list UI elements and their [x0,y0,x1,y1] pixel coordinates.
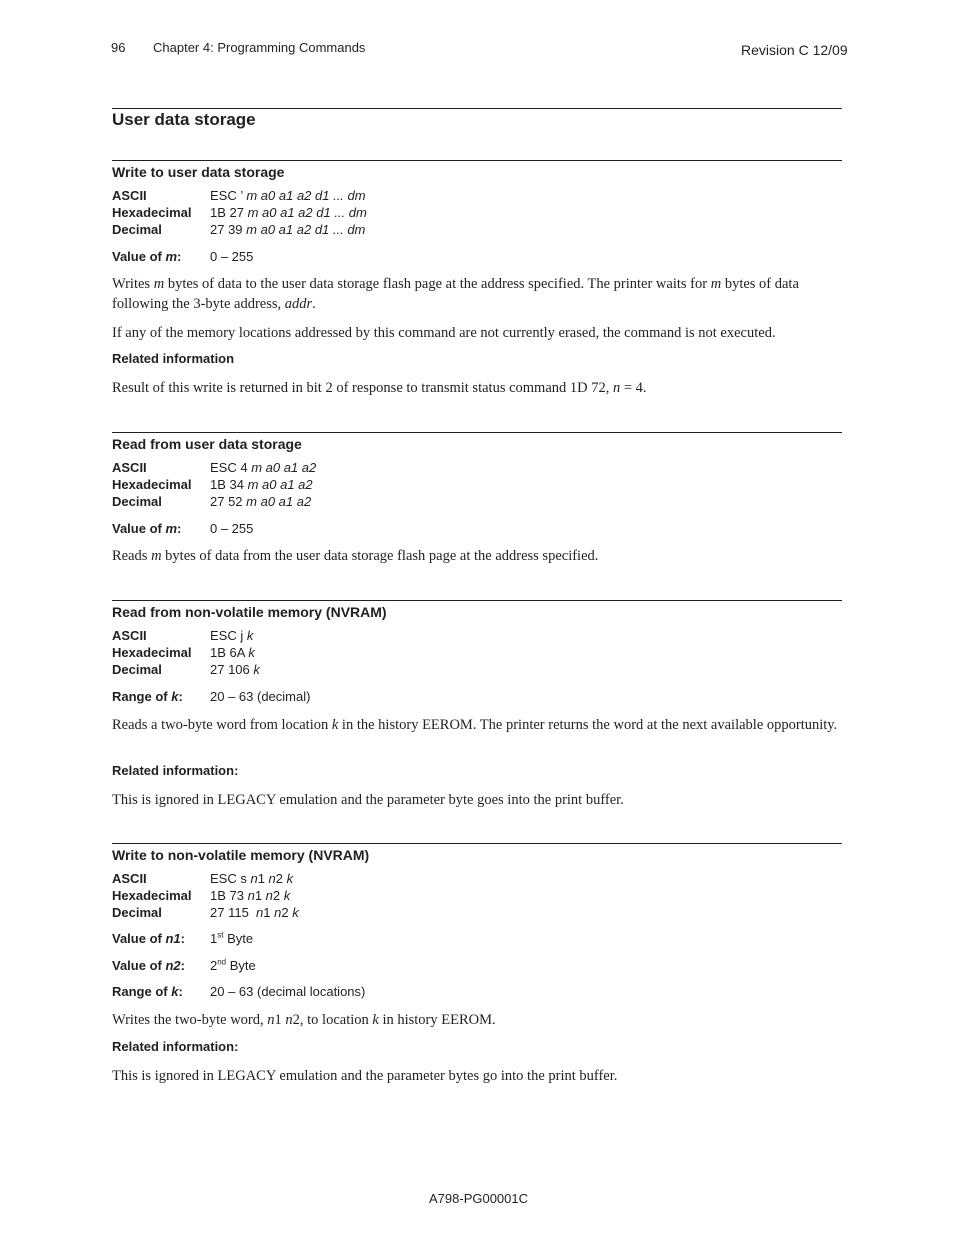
code-prefix: 27 39 [210,222,247,237]
label-text: Value of [112,931,166,946]
label-colon: : [177,249,182,264]
write-uds-hex-row [112,204,367,221]
label-colon: : [180,958,185,973]
ordinal-suffix: st [217,930,224,940]
code-args: m a0 a1 a2 [251,460,317,475]
read-uds-paragraph-1 [112,547,842,567]
code-prefix: 1B 34 [210,477,248,492]
label-text: Value of [112,249,166,264]
ascii-value [210,459,316,476]
text: 2, to location [292,1012,373,1028]
var: n [265,888,273,903]
label-var: m [165,249,178,264]
read-nvram-ascii-row [112,627,253,644]
hex-value [210,476,313,493]
read-nvram-paragraph-1 [112,716,842,736]
value-label [112,248,210,265]
label-var: n2 [165,958,181,973]
value-range: 0 – 255 [210,249,254,264]
label-text: Range of [112,689,172,704]
text: 2 [210,958,218,973]
write-uds-value-row [112,248,253,265]
write-uds-paragraph-2: If any of the memory locations addressed by this command are not currently erased, the command is not executed. [112,325,776,341]
hex-label: Hexadecimal [112,205,192,220]
var: m [153,276,165,292]
text: Result of this write is returned in bit 2 of response to transmit status command 1D 72, [112,380,613,396]
revision-label: Revision C 12/09 [741,42,848,58]
dec-value [210,221,365,238]
ordinal-suffix: nd [217,957,227,967]
ascii-label: ASCII [112,460,147,475]
dec-label: Decimal [112,222,162,237]
range-label [112,688,210,705]
text: 2 [281,905,293,920]
text: 1 [274,1012,286,1028]
var: addr [284,295,313,312]
text: Writes [112,276,154,292]
write-nvram-ascii-row [112,870,293,887]
dec-value [210,661,260,678]
write-nvram-dec-row [112,904,299,921]
dec-label: Decimal [112,494,162,509]
cmd-title-read-nvram: Read from non-volatile memory (NVRAM) [112,604,387,620]
write-nvram-paragraph-1 [112,1011,842,1031]
dec-label: Decimal [112,905,162,920]
code-prefix: ESC j [210,628,247,643]
label-text: Value of [112,521,166,536]
code-prefix: ESC ’ [210,188,247,203]
ascii-label: ASCII [112,188,147,203]
hex-label: Hexadecimal [112,888,192,903]
write-uds-paragraph-3 [112,379,842,399]
text: 2 [275,871,287,886]
dec-label: Decimal [112,662,162,677]
write-uds-paragraph-1 [112,275,842,314]
text: = 4. [620,380,647,396]
text: Writes the two-byte word, [112,1012,268,1028]
write-uds-ascii-row [112,187,366,204]
text: 1 [210,931,218,946]
section-divider [112,108,842,109]
write-uds-dec-row [112,221,365,238]
read-uds-dec-row [112,493,311,510]
text: Byte [226,958,256,973]
read-uds-ascii-row [112,459,316,476]
code-prefix: 27 106 [210,662,254,677]
text: bytes of data to the user data storage flash page at the address specified. The printer waits for [164,276,711,292]
cmd-title-write-uds: Write to user data storage [112,164,285,180]
hex-value [210,887,290,904]
var: n [613,380,621,396]
ascii-value [210,870,293,887]
text: in the history EEROM. The printer returns the word at the next available opportunity. [338,717,838,733]
label-text: Value of [112,958,166,973]
code-args: m a0 a1 a2 [247,477,313,492]
n2-label [112,957,210,974]
divider-read-nvram [112,600,842,601]
code-args: m a0 a1 a2 d1 ... dm [246,188,366,203]
text: . [312,295,316,312]
var: k [283,888,291,903]
var: n [256,905,264,920]
var: n [285,1012,293,1028]
code-args: k [253,662,260,677]
read-uds-value-row [112,520,253,537]
ascii-label: ASCII [112,871,147,886]
text: 1 [263,905,275,920]
read-nvram-hex-row [112,644,255,661]
var: k [331,717,339,733]
text: in history EEROM. [378,1012,496,1028]
code-prefix: 1B 6A [210,645,249,660]
write-nvram-related-heading: Related information: [112,1039,239,1054]
dec-value [210,904,299,921]
var: n [274,905,282,920]
page-number: 96 [111,40,126,55]
text: Reads [112,548,152,564]
var: k [292,905,299,920]
label-text: Range of [112,984,172,999]
label-var: k [171,689,179,704]
hex-label: Hexadecimal [112,645,192,660]
text: 1 [257,871,269,886]
code-prefix: 1B 27 [210,205,248,220]
text: bytes of data following the 3-byte address, [112,276,799,312]
hex-value [210,644,255,661]
range-value: 20 – 63 (decimal) [210,689,311,704]
label-colon: : [178,984,183,999]
ascii-label: ASCII [112,628,147,643]
text: bytes of data from the user data storage flash page at the address specified. [161,548,599,564]
value-label [112,520,210,537]
code-args: m a0 a1 a2 d1 ... dm [246,222,366,237]
section-title: User data storage [112,110,256,129]
cmd-title-write-nvram: Write to non-volatile memory (NVRAM) [112,847,370,863]
label-colon: : [177,521,182,536]
read-nvram-paragraph-2: This is ignored in LEGACY emulation and the parameter byte goes into the print buffer. [112,792,624,808]
var: m [151,548,162,564]
read-uds-hex-row [112,476,313,493]
var: n [250,871,258,886]
read-nvram-dec-row [112,661,260,678]
code-prefix: 1B 73 [210,888,248,903]
value-range: 0 – 255 [210,521,254,536]
label-var: m [165,521,178,536]
code-args: m a0 a1 a2 [246,494,312,509]
n2-value [210,957,256,974]
label-colon: : [178,689,183,704]
code-args: k [246,628,254,643]
label-var: k [171,984,179,999]
write-uds-related-heading: Related information [112,351,235,366]
n1-value [210,930,253,947]
var: m [710,276,722,292]
divider-write-uds [112,160,842,161]
range-value: 20 – 63 (decimal locations) [210,984,366,999]
code-args: m a0 a1 a2 d1 ... dm [247,205,367,220]
code-prefix: ESC s [210,871,251,886]
code-args: k [248,645,255,660]
divider-write-nvram [112,843,842,844]
footer-doc-id: A798-PG00001C [429,1191,529,1206]
write-nvram-range-row [112,983,365,1000]
var: n [247,888,255,903]
divider-read-uds [112,432,842,433]
hex-label: Hexadecimal [112,477,192,492]
text: 2 [272,888,284,903]
label-var: n1 [165,931,181,946]
text: Reads a two-byte word from location [112,717,332,733]
var: k [286,871,294,886]
code-prefix: ESC 4 [210,460,252,475]
text: Byte [223,931,254,946]
range-label [112,983,210,1000]
ascii-value [210,187,366,204]
var: k [372,1012,379,1028]
n1-label [112,930,210,947]
write-nvram-hex-row [112,887,290,904]
read-nvram-range-row [112,688,310,705]
label-colon: : [180,931,185,946]
ascii-value [210,627,253,644]
write-nvram-paragraph-2: This is ignored in LEGACY emulation and the parameter bytes go into the print buffer. [112,1068,618,1084]
hex-value [210,204,367,221]
cmd-title-read-uds: Read from user data storage [112,436,302,452]
write-nvram-n1-row [112,930,253,947]
chapter-title: Chapter 4: Programming Commands [153,40,366,55]
code-prefix: 27 115 [210,905,257,920]
var: n [267,1012,275,1028]
code-prefix: 27 52 [210,494,247,509]
read-nvram-related-heading: Related information: [112,763,239,778]
text: 1 [254,888,266,903]
var: n [268,871,276,886]
dec-value [210,493,311,510]
write-nvram-n2-row [112,957,256,974]
